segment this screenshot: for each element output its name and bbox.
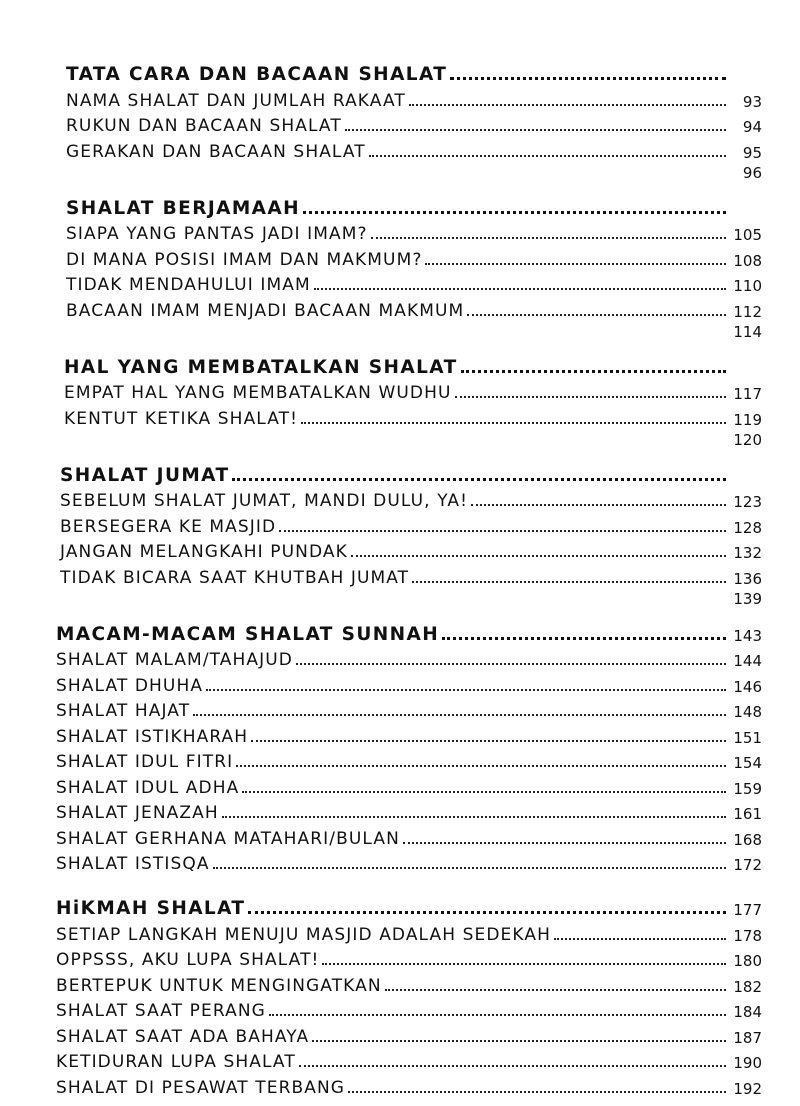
toc-entry-page: 182: [733, 977, 762, 996]
toc-entry[interactable]: [56, 823, 762, 849]
toc-entry[interactable]: [66, 244, 762, 270]
toc-entry-page: 95: [742, 143, 762, 162]
toc-entry-page: 161: [733, 805, 762, 823]
leader-dots: [303, 211, 726, 214]
toc-section-hikmah: [56, 892, 762, 1098]
leader-dots: [322, 963, 726, 965]
toc-trailing-row: [66, 162, 762, 182]
leader-dots: [403, 842, 726, 844]
toc-entry-label: SETIAP LANGKAH MENUJU MASJID ADALAH SEDEKAH: [56, 924, 551, 945]
toc-heading-label: SHALAT BERJAMAAH: [66, 197, 300, 219]
toc-entry-label: SHALAT IDUL ADHA: [56, 777, 240, 798]
toc-entry[interactable]: [56, 1021, 762, 1047]
leader-dots: [455, 396, 726, 398]
toc-entry[interactable]: [56, 670, 762, 696]
toc-entry[interactable]: [56, 772, 762, 798]
toc-entry-page: 187: [733, 1028, 762, 1047]
toc-entry[interactable]: [60, 537, 762, 563]
leader-dots: [248, 911, 726, 914]
toc-entry[interactable]: [64, 403, 762, 429]
toc-entry-label: SEBELUM SHALAT JUMAT, MANDI DULU, YA!: [60, 491, 469, 511]
toc-section-tata-cara: [56, 58, 762, 182]
toc-entry-page: 132: [733, 544, 762, 562]
toc-entry[interactable]: [66, 111, 762, 137]
leader-dots: [314, 288, 726, 290]
toc-entry[interactable]: [56, 645, 762, 671]
leader-dots: [385, 989, 726, 991]
leader-dots: [236, 765, 726, 767]
leader-dots: [409, 104, 726, 106]
leader-dots: [279, 530, 726, 532]
toc-trailing-page: 114: [733, 322, 762, 341]
toc-entry-label: SHALAT IDUL FITRI: [56, 752, 234, 772]
toc-entry-page: 148: [733, 703, 762, 721]
toc-entry-label: SHALAT DI PESAWAT TERBANG: [56, 1077, 346, 1098]
toc-trailing-row: [64, 429, 762, 449]
toc-entry-page: 154: [733, 754, 762, 772]
toc-entry-label: SHALAT ISTIKHARAH: [56, 726, 249, 747]
toc-entry-label: NAMA SHALAT DAN JUMLAH RAKAAT: [66, 90, 406, 111]
toc-entry-label: BACAAN IMAM MENJADI BACAAN MAKMUM: [66, 300, 465, 321]
toc-entry[interactable]: [66, 85, 762, 111]
toc-entry-page: 190: [733, 1054, 762, 1072]
toc-heading-label: HAL YANG MEMBATALKAN SHALAT: [64, 356, 458, 378]
leader-dots: [222, 816, 726, 818]
toc-entry-page: 172: [733, 856, 762, 874]
toc-entry-label: SHALAT SAAT PERANG: [56, 1001, 266, 1021]
toc-entry-label: SHALAT GERHANA MATAHARI/BULAN: [56, 828, 400, 849]
toc-entry[interactable]: [56, 721, 762, 747]
toc-entry[interactable]: [60, 562, 762, 588]
toc-entry-page: 192: [733, 1079, 762, 1098]
leader-dots: [351, 555, 726, 557]
leader-dots: [371, 237, 726, 239]
leader-dots: [193, 714, 726, 716]
toc-entry[interactable]: [66, 219, 762, 245]
leader-dots: [269, 1014, 726, 1016]
toc-entry-label: TIDAK BICARA SAAT KHUTBAH JUMAT: [60, 567, 410, 588]
toc-trailing-page: 96: [742, 163, 762, 182]
toc-entry-page: 184: [733, 1003, 762, 1021]
toc-entry-page: 94: [742, 118, 762, 136]
toc-entry-page: 144: [733, 652, 762, 670]
toc-heading[interactable]: [64, 351, 762, 378]
toc-entry-page: 159: [733, 779, 762, 798]
toc-entry-label: SHALAT DHUHA: [56, 675, 204, 696]
toc-entry-label: SHALAT MALAM/TAHAJUD: [56, 650, 293, 670]
leader-dots: [467, 314, 726, 316]
leader-dots: [369, 155, 726, 157]
leader-dots: [301, 422, 726, 424]
toc-entry[interactable]: [56, 945, 762, 971]
toc-trailing-row: [66, 321, 762, 341]
toc-entry-page: 146: [733, 677, 762, 696]
toc-entry[interactable]: [56, 1072, 762, 1098]
toc-entry[interactable]: [56, 849, 762, 875]
toc-entry-label: OPPSSS, AKU LUPA SHALAT!: [56, 950, 320, 970]
toc-entry-page: 180: [733, 952, 762, 970]
leader-dots: [345, 129, 726, 131]
toc-heading[interactable]: [66, 192, 762, 219]
toc-heading-label: MACAM-MACAM SHALAT SUNNAH: [56, 623, 440, 645]
toc-entry-page: 136: [733, 569, 762, 588]
leader-dots: [348, 1091, 726, 1093]
toc-entry-page: 151: [733, 728, 762, 747]
leader-dots: [232, 478, 726, 481]
toc-entry-page: 93: [742, 92, 762, 111]
leader-dots: [461, 370, 726, 373]
toc-heading-label: TATA CARA DAN BACAAN SHALAT: [66, 64, 448, 85]
toc-entry[interactable]: [56, 1047, 762, 1073]
toc-entry-label: SHALAT JENAZAH: [56, 803, 219, 823]
toc-entry[interactable]: [56, 798, 762, 824]
toc-section-membatalkan: [56, 351, 762, 449]
toc-heading-label: SHALAT JUMAT: [60, 464, 230, 486]
leader-dots: [296, 663, 726, 665]
toc-entry[interactable]: [64, 378, 762, 404]
toc-entry[interactable]: [66, 295, 762, 321]
toc-heading[interactable]: [56, 892, 762, 919]
toc-entry[interactable]: [66, 270, 762, 296]
leader-dots: [450, 77, 726, 80]
toc-entry-label: BERTEPUK UNTUK MENGINGATKAN: [56, 975, 382, 996]
toc-entry[interactable]: [56, 747, 762, 773]
toc-entry-label: SHALAT SAAT ADA BAHAYA: [56, 1026, 310, 1047]
toc-entry[interactable]: [56, 696, 762, 722]
toc-entry[interactable]: [56, 919, 762, 945]
toc-entry-page: 128: [733, 518, 762, 537]
toc-entry-label: KENTUT KETIKA SHALAT!: [64, 408, 299, 429]
toc-entry-page: 117: [733, 385, 762, 403]
toc-entry[interactable]: [66, 136, 762, 162]
leader-dots: [442, 637, 726, 640]
toc-section-jumat: [56, 459, 762, 608]
toc-heading-label: HiKMAH SHALAT: [56, 898, 246, 919]
toc-entry[interactable]: [56, 996, 762, 1022]
toc-trailing-page: 120: [733, 430, 762, 449]
toc-entry-label: SIAPA YANG PANTAS JADI IMAM?: [66, 224, 368, 244]
toc-entry-page: 112: [733, 302, 762, 321]
toc-heading[interactable]: [66, 58, 762, 85]
leader-dots: [425, 263, 726, 265]
toc-entry[interactable]: [60, 486, 762, 512]
toc-heading[interactable]: [56, 618, 762, 645]
toc-entry[interactable]: [60, 511, 762, 537]
toc-entry-page: 119: [733, 410, 762, 429]
leader-dots: [299, 1065, 726, 1067]
toc-entry-label: SHALAT ISTISQA: [56, 854, 210, 874]
toc-heading[interactable]: [60, 459, 762, 486]
toc-trailing-row: [60, 588, 762, 608]
toc-entry-label: TIDAK MENDAHULUI IMAM: [66, 275, 311, 295]
toc-entry-label: EMPAT HAL YANG MEMBATALKAN WUDHU: [64, 383, 452, 403]
leader-dots: [213, 867, 726, 869]
leader-dots: [312, 1040, 726, 1042]
toc-trailing-page: 139: [733, 589, 762, 608]
leader-dots: [554, 938, 726, 940]
toc-heading-page: 177: [733, 901, 762, 919]
toc-entry-label: KETIDURAN LUPA SHALAT: [56, 1052, 296, 1072]
toc-entry-page: 123: [733, 493, 762, 511]
toc-entry-label: DI MANA POSISI IMAM DAN MAKMUM?: [66, 249, 423, 270]
toc-section-berjamaah: [56, 192, 762, 341]
leader-dots: [471, 504, 726, 506]
toc-entry-label: RUKUN DAN BACAAN SHALAT: [66, 116, 342, 136]
leader-dots: [242, 791, 726, 793]
leader-dots: [412, 581, 726, 583]
leader-dots: [206, 689, 726, 691]
leader-dots: [251, 740, 726, 742]
toc-entry-label: SHALAT HAJAT: [56, 701, 191, 721]
toc-entry-label: JANGAN MELANGKAHI PUNDAK: [60, 542, 348, 562]
toc-entry-label: GERAKAN DAN BACAAN SHALAT: [66, 141, 366, 162]
toc-entry[interactable]: [56, 970, 762, 996]
toc-entry-page: 178: [733, 926, 762, 945]
toc-entry-page: 105: [733, 226, 762, 244]
toc-heading-page: 143: [733, 626, 762, 645]
toc-entry-page: 110: [733, 277, 762, 295]
toc-entry-page: 108: [733, 251, 762, 270]
toc-entry-page: 168: [733, 830, 762, 849]
toc-section-sunnah: [56, 618, 762, 875]
toc-entry-label: BERSEGERA KE MASJID: [60, 516, 277, 537]
